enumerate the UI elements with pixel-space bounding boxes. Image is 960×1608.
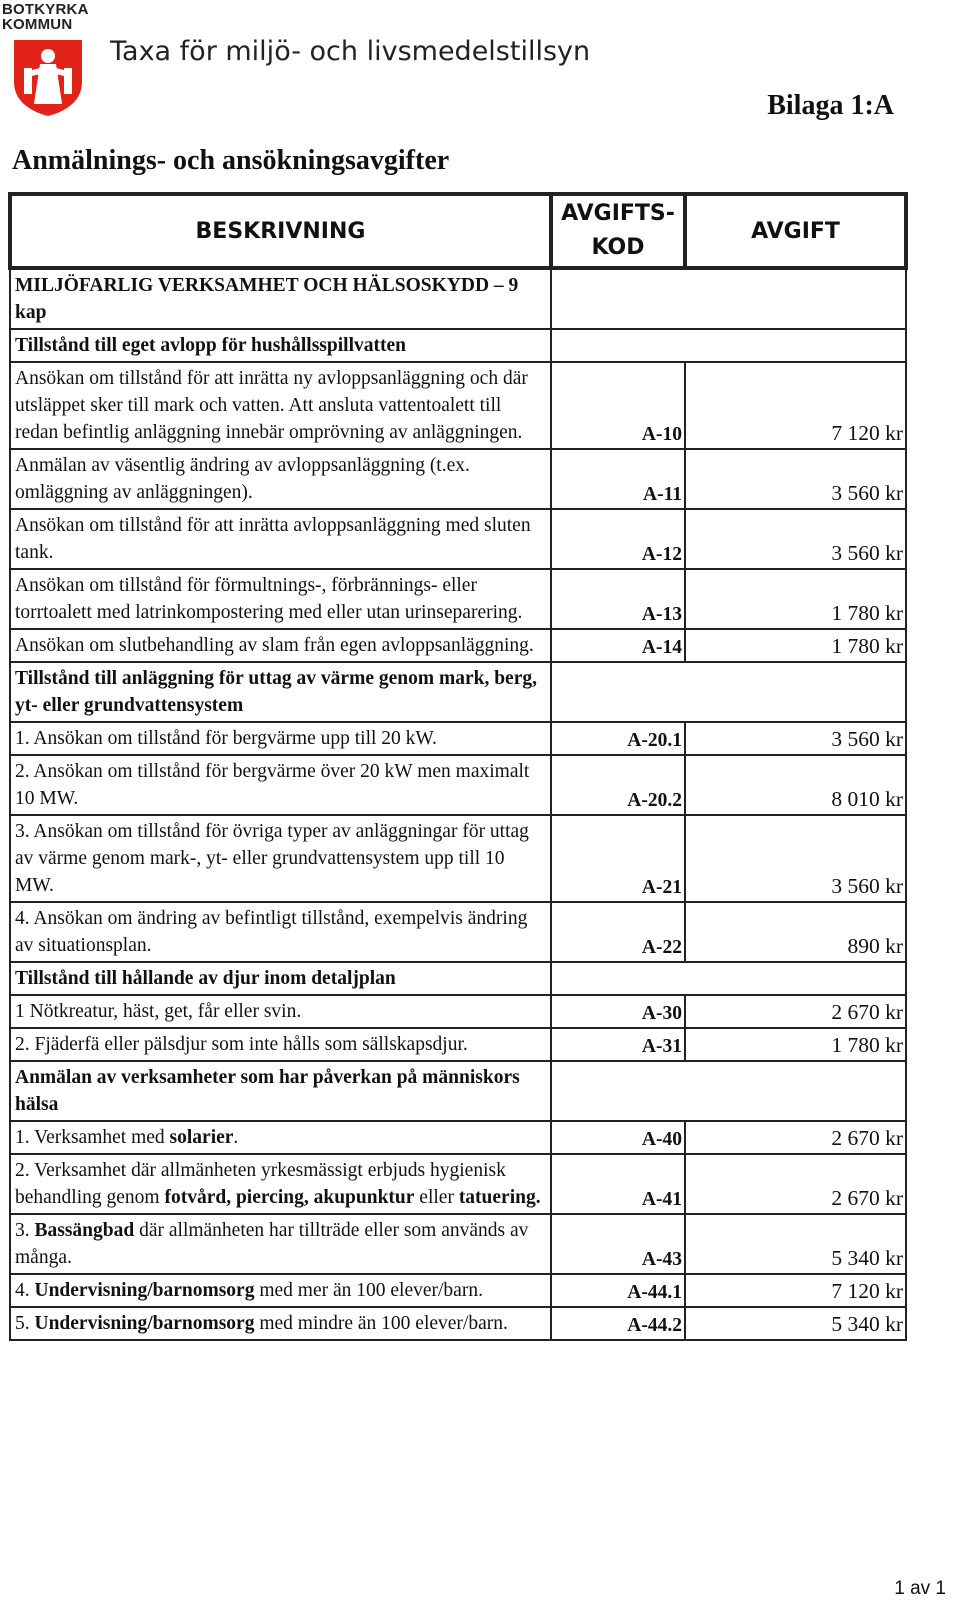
table-section-heading-row: [10, 962, 906, 995]
row-fee-code: A-44.2: [551, 1307, 685, 1340]
row-fee-code: A-41: [551, 1154, 685, 1214]
table-row: [10, 509, 906, 569]
description-text: där allmänheten har tillträde eller som används av många.: [15, 1220, 529, 1268]
row-fee-code: A-14: [551, 629, 685, 662]
row-fee-amount: 7 120 kr: [685, 1274, 906, 1307]
row-fee-amount: 3 560 kr: [685, 449, 906, 509]
description-text: med mer än 100 elever/barn.: [254, 1280, 483, 1301]
fee-table: [8, 192, 908, 1341]
description-text: 1. Verksamhet med: [15, 1127, 170, 1148]
row-description: 2. Fjäderfä eller pälsdjur som inte hålls som sällskapsdjur.: [10, 1028, 551, 1061]
row-description: Ansökan om tillstånd för att inrätta avloppsanläggning med sluten tank.: [10, 509, 551, 569]
description-text: 3.: [15, 1220, 35, 1241]
row-description: [10, 1214, 551, 1274]
table-row: [10, 1307, 906, 1340]
logo-line-1: BOTKYRKA: [2, 1, 89, 18]
row-description: 1 Nötkreatur, häst, get, får eller svin.: [10, 995, 551, 1028]
row-fee-code: A-21: [551, 815, 685, 902]
emphasis-text: Undervisning/barnomsorg: [34, 1280, 255, 1301]
row-fee-code: A-43: [551, 1214, 685, 1274]
row-description: [10, 1307, 551, 1340]
table-header-row: [10, 194, 906, 268]
row-description: Ansökan om tillstånd för förmultnings-, förbrännings- eller torrtoalett med latrinkompostering med eller utan urinseparering.: [10, 569, 551, 629]
row-fee-code: A-22: [551, 902, 685, 962]
row-fee-amount: 7 120 kr: [685, 362, 906, 449]
row-fee-code: A-11: [551, 449, 685, 509]
row-fee-code: [551, 1061, 685, 1121]
row-fee-code: A-20.1: [551, 722, 685, 755]
table-row: [10, 1214, 906, 1274]
table-row: [10, 902, 906, 962]
description-text: .: [233, 1127, 239, 1148]
row-fee-amount: 5 340 kr: [685, 1214, 906, 1274]
column-header-fee: AVGIFT: [685, 194, 906, 268]
description-text: 5.: [15, 1313, 35, 1334]
table-row: [10, 362, 906, 449]
row-fee-code: A-13: [551, 569, 685, 629]
table-row: [10, 629, 906, 662]
row-fee-code: [551, 962, 685, 995]
row-fee-code: A-20.2: [551, 755, 685, 815]
row-fee-code: A-31: [551, 1028, 685, 1061]
emphasis-text: Undervisning/barnomsorg: [34, 1313, 255, 1334]
section-heading: Tillstånd till hållande av djur inom detaljplan: [10, 962, 551, 995]
column-header-description: BESKRIVNING: [10, 194, 551, 268]
table-row: [10, 449, 906, 509]
row-fee-amount: 890 kr: [685, 902, 906, 962]
row-fee-amount: [685, 662, 906, 722]
row-fee-amount: 2 670 kr: [685, 1154, 906, 1214]
table-row: [10, 815, 906, 902]
row-fee-amount: 1 780 kr: [685, 1028, 906, 1061]
table-row: [10, 1028, 906, 1061]
row-fee-amount: [685, 329, 906, 362]
municipality-logo: [2, 2, 96, 118]
row-description: 1. Ansökan om tillstånd för bergvärme upp till 20 kW.: [10, 722, 551, 755]
emphasis-text: tatuering.: [458, 1187, 541, 1208]
section-heading: Tillstånd till anläggning för uttag av värme genom mark, berg, yt- eller grundvattensystem: [10, 662, 551, 722]
row-fee-code: [551, 329, 685, 362]
code-header-line-2: KOD: [591, 235, 645, 260]
table-section-heading-row: [10, 1061, 906, 1121]
emphasis-text: solarier: [169, 1127, 234, 1148]
table-row: [10, 1154, 906, 1214]
row-fee-amount: 3 560 kr: [685, 509, 906, 569]
row-fee-code: A-40: [551, 1121, 685, 1154]
section-heading: MILJÖFARLIG VERKSAMHET OCH HÄLSOSKYDD – 9 kap: [10, 268, 551, 329]
section-heading: Tillstånd till eget avlopp för hushållsspillvatten: [10, 329, 551, 362]
page-number: 1 av 1: [894, 1578, 946, 1599]
section-heading: Anmälan av verksamheter som har påverkan på människors hälsa: [10, 1061, 551, 1121]
row-fee-amount: 5 340 kr: [685, 1307, 906, 1340]
table-section-heading-row: [10, 662, 906, 722]
table-row: [10, 1121, 906, 1154]
section-title: Anmälnings- och ansökningsavgifter: [12, 145, 450, 176]
row-description: 4. Ansökan om ändring av befintligt tillstånd, exempelvis ändring av situationsplan.: [10, 902, 551, 962]
row-description: Ansökan om tillstånd för att inrätta ny avloppsanläggning och där utsläppet sker till mark och vatten. Att ansluta vattentoalett till redan befintlig anläggning innebär omprövning av anläggningen.: [10, 362, 551, 449]
row-fee-code: A-44.1: [551, 1274, 685, 1307]
row-fee-amount: 2 670 kr: [685, 1121, 906, 1154]
emphasis-text: fotvård, piercing, akupunktur: [164, 1187, 415, 1208]
table-row: [10, 755, 906, 815]
document-title: Taxa för miljö- och livsmedelstillsyn: [110, 36, 591, 67]
row-fee-amount: 1 780 kr: [685, 629, 906, 662]
row-description: [10, 1121, 551, 1154]
row-description: [10, 1274, 551, 1307]
row-fee-amount: [685, 962, 906, 995]
table-row: [10, 569, 906, 629]
description-text: eller: [414, 1187, 459, 1208]
table-row: [10, 995, 906, 1028]
row-fee-amount: 3 560 kr: [685, 815, 906, 902]
table-row: [10, 1274, 906, 1307]
row-fee-amount: 2 670 kr: [685, 995, 906, 1028]
row-fee-code: [551, 268, 685, 329]
description-text: med mindre än 100 elever/barn.: [254, 1313, 508, 1334]
row-fee-amount: [685, 1061, 906, 1121]
logo-line-2: KOMMUN: [2, 16, 73, 33]
description-text: 4.: [15, 1280, 35, 1301]
row-fee-code: [551, 662, 685, 722]
table-section-heading-row: [10, 329, 906, 362]
row-fee-amount: 8 010 kr: [685, 755, 906, 815]
row-fee-amount: 1 780 kr: [685, 569, 906, 629]
appendix-label: Bilaga 1:A: [767, 90, 894, 121]
row-fee-code: A-12: [551, 509, 685, 569]
table-section-heading-row: [10, 268, 906, 329]
emphasis-text: Bassängbad: [34, 1220, 135, 1241]
row-description: 3. Ansökan om tillstånd för övriga typer av anläggningar för uttag av värme genom mark-, yt- eller grundvattensystem upp till 10 MW.: [10, 815, 551, 902]
row-description: Anmälan av väsentlig ändring av avloppsanläggning (t.ex. omläggning av anläggningen).: [10, 449, 551, 509]
row-fee-amount: 3 560 kr: [685, 722, 906, 755]
row-fee-code: A-30: [551, 995, 685, 1028]
description-text: 2. Verksamhet där allmänheten yrkesmässigt erbjuds hygienisk behandling genom: [15, 1160, 506, 1208]
row-description: 2. Ansökan om tillstånd för bergvärme över 20 kW men maximalt 10 MW.: [10, 755, 551, 815]
row-fee-code: A-10: [551, 362, 685, 449]
coat-of-arms-icon: [12, 38, 84, 118]
row-fee-amount: [685, 268, 906, 329]
table-row: [10, 722, 906, 755]
row-description: Ansökan om slutbehandling av slam från egen avloppsanläggning.: [10, 629, 551, 662]
code-header-line-1: AVGIFTS-: [561, 201, 675, 226]
column-header-code: [551, 194, 685, 268]
row-description: [10, 1154, 551, 1214]
